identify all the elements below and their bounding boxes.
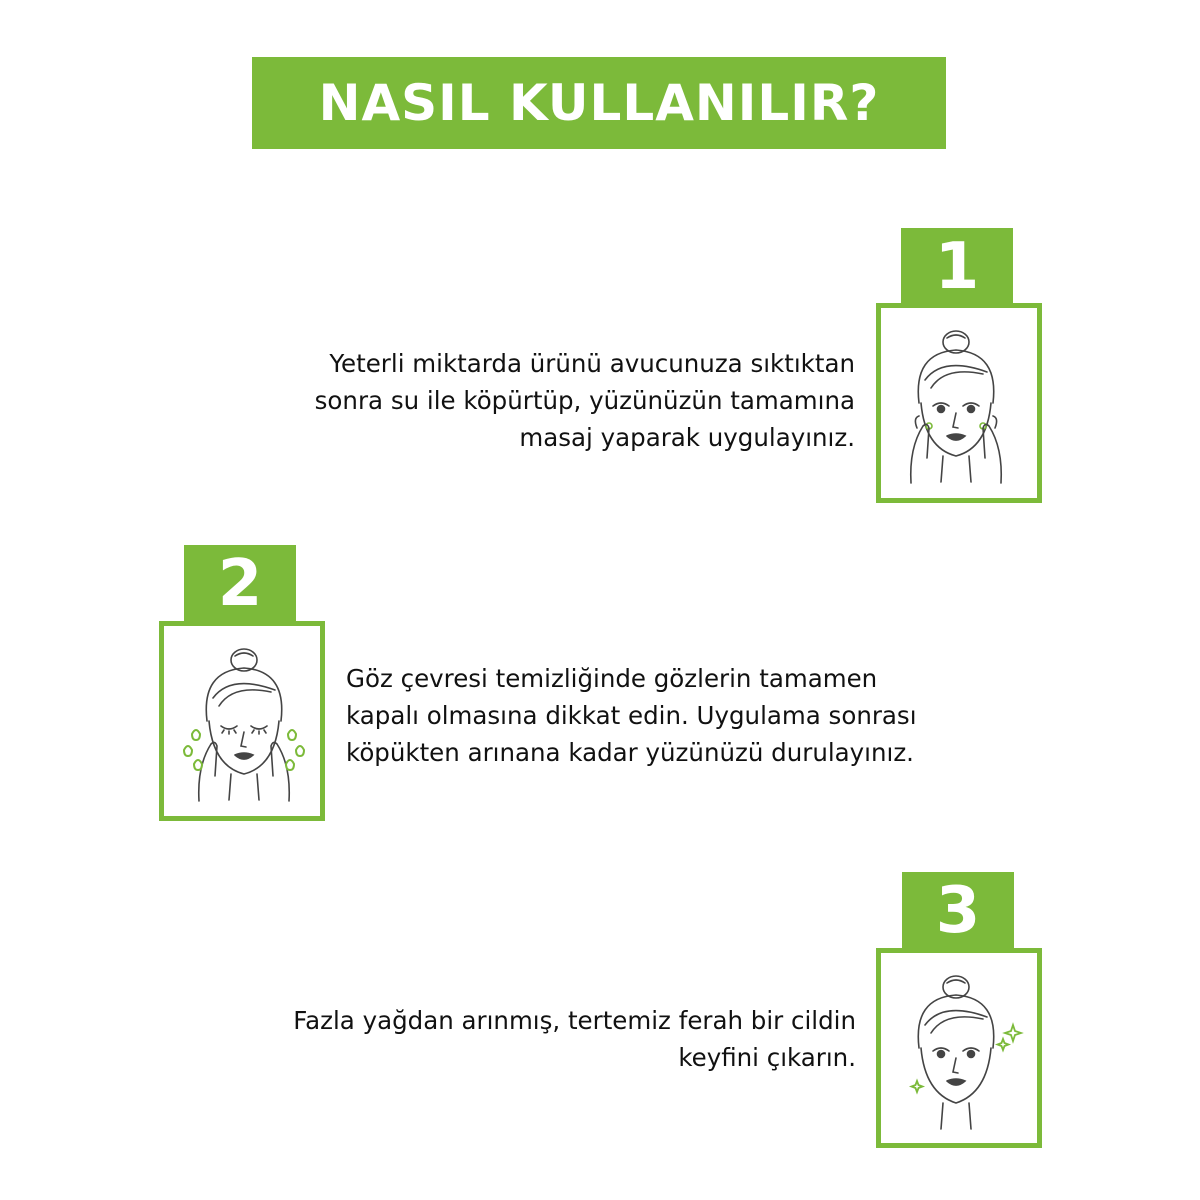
step-2-number: 2 xyxy=(217,546,263,621)
step-3-illustration-box xyxy=(876,948,1042,1148)
step-2-line-1: Göz çevresi temizliğinde gözlerin tamamen xyxy=(346,664,878,693)
step-1-line-3: masaj yaparak uygulayınız. xyxy=(519,423,855,452)
title-banner xyxy=(252,57,946,149)
step-1-line-1: Yeterli miktarda ürünü avucunuza sıktıktan xyxy=(329,349,855,378)
page-title: NASIL KULLANILIR? xyxy=(318,74,880,132)
step-2-number-badge xyxy=(184,545,296,622)
step-3-number-badge xyxy=(902,872,1014,949)
step-3-number: 3 xyxy=(935,873,981,948)
face-hands-massage-icon xyxy=(881,308,1037,498)
step-1-description xyxy=(230,345,855,456)
step-1-number-badge xyxy=(901,228,1013,305)
step-1-line-2: sonra su ile köpürtüp, yüzünüzün tamamına xyxy=(314,386,855,415)
face-rinse-icon xyxy=(164,626,320,816)
step-2-description xyxy=(346,660,1006,771)
step-3-line-1: Fazla yağdan arınmış, tertemiz ferah bir cildin xyxy=(293,1006,856,1035)
step-2-illustration-box xyxy=(159,621,325,821)
step-3-description xyxy=(180,1002,856,1076)
step-1-number: 1 xyxy=(934,229,980,304)
step-1-illustration-box xyxy=(876,303,1042,503)
step-2-line-2: kapalı olmasına dikkat edin. Uygulama sonrası xyxy=(346,701,917,730)
step-3-line-2: keyfini çıkarın. xyxy=(678,1043,856,1072)
face-sparkle-icon xyxy=(881,953,1037,1143)
step-2-line-3: köpükten arınana kadar yüzünüzü durulayınız. xyxy=(346,738,914,767)
